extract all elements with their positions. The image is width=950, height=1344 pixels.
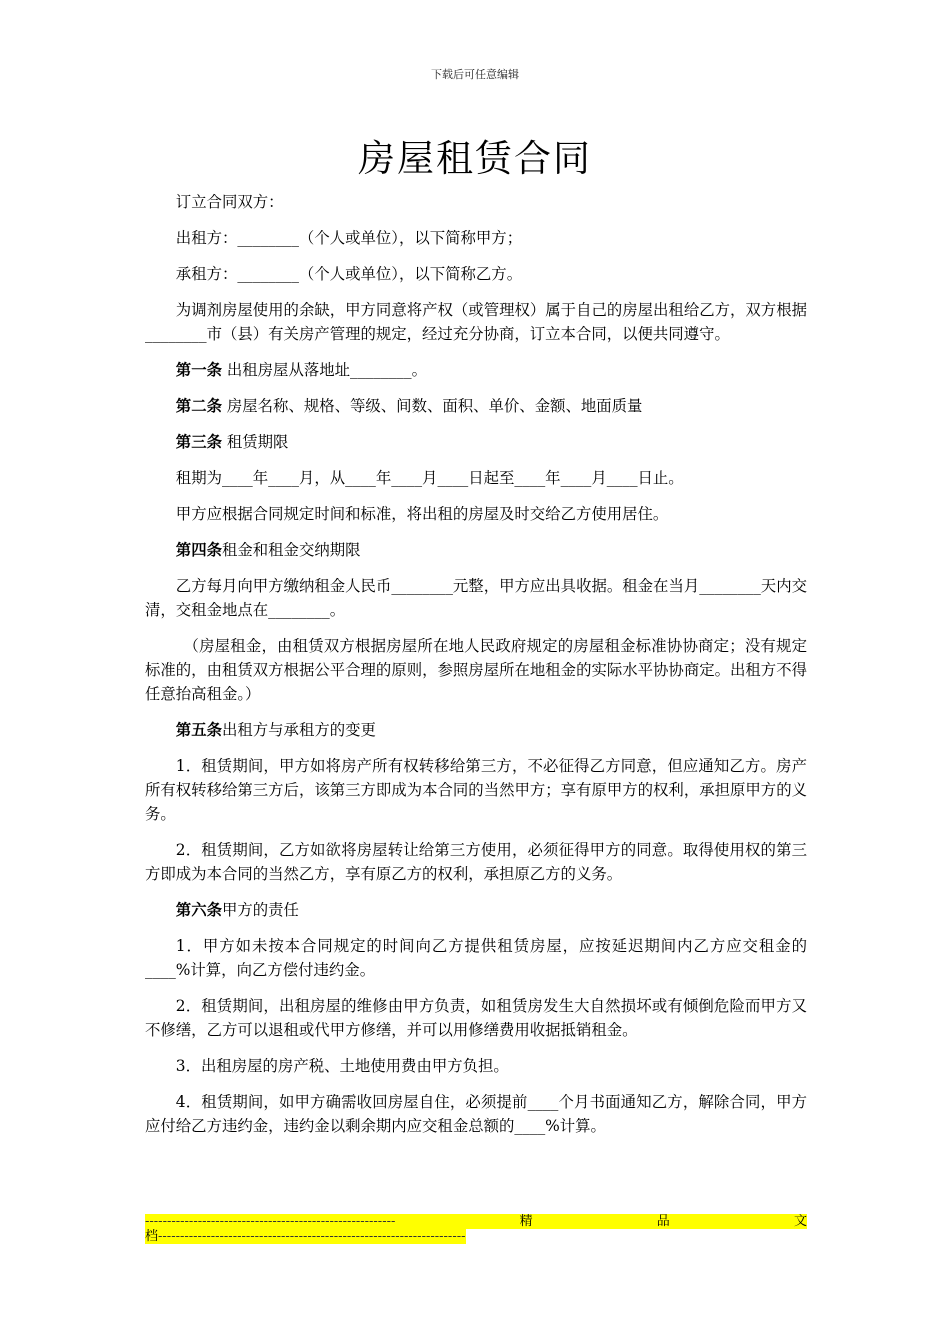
article-3 [145,430,807,454]
article-5-item-1: 1．租赁期间，甲方如将房产所有权转移给第三方，不必征得乙方同意，但应通知乙方。房产所有权转移给第三方后，该第三方即成为本合同的当然甲方；享有原甲方的权利，承担原甲方的义务。 [145,757,807,823]
contract-body [145,190,807,1150]
article-4-text: 租金和租金交纳期限 [221,541,361,559]
article-6-item-4: 4．租赁期间，如甲方确需收回房屋自住，必须提前____个月书面通知乙方，解除合同，甲方应付给乙方违约金，违约金以剩余期内应交租金总额的____%计算。 [145,1093,807,1135]
article-3-term: 租期为____年____月，从____年____月____日起至____年____月____日止。 [175,469,684,487]
article-5-text: 出租方与承租方的变更 [221,721,376,739]
footer-word-3: 文 [793,1214,807,1229]
article-3-label: 第三条 [175,433,222,451]
article-5-label: 第五条 [175,721,222,739]
article-4-note: （房屋租金，由租赁双方根据房屋所在地人民政府规定的房屋租金标准协协商定；没有规定标准的，由租赁双方根据公平合理的原则，参照房屋所在地租金的实际水平协协商定。出租方不得任意抬高租金。） [145,637,807,703]
footer-band-line-1 [145,1214,807,1229]
article-6 [145,898,807,922]
article-6-item-3: 3．出租房屋的房产税、土地使用费由甲方负担。 [175,1057,509,1075]
footer-watermark-band [145,1214,807,1248]
preamble: 为调剂房屋使用的余缺，甲方同意将产权（或管理权）属于自己的房屋出租给乙方，双方根据________市（县）有关房产管理的规定，经过充分协商，订立本合同，以便共同遵守。 [145,301,807,343]
article-1-label: 第一条 [175,361,222,379]
article-2-text: 房屋名称、规格、等级、间数、面积、单价、金额、地面质量 [221,397,643,415]
footer-word-4: 档 [145,1229,159,1244]
article-6-label: 第六条 [175,901,222,919]
lessor-line: 出租方：________（个人或单位），以下简称甲方； [175,229,523,247]
article-3-text: 租赁期限 [221,433,289,451]
article-1 [145,358,807,382]
article-6-item-1: 1．甲方如未按本合同规定的时间向乙方提供租赁房屋，应按延迟期间内乙方应交租金的____%计算，向乙方偿付违约金。 [145,937,807,979]
article-5-item-2: 2．租赁期间，乙方如欲将房屋转让给第三方使用，必须征得甲方的同意。取得使用权的第三方即成为本合同的当然乙方，享有原乙方的权利，承担原乙方的义务。 [145,841,807,883]
footer-word-1: 精 [519,1214,533,1229]
footer-word-2: 品 [656,1214,670,1229]
footer-dashes-right: ---------------------------------------------------------------------- [158,1229,466,1244]
article-4 [145,538,807,562]
article-3-delivery: 甲方应根据合同规定时间和标准，将出租的房屋及时交给乙方使用居住。 [175,505,669,523]
parties-intro: 订立合同双方： [175,193,284,211]
document-title: 房屋租赁合同 [358,137,592,180]
article-4-label: 第四条 [175,541,222,559]
article-2 [145,394,807,418]
article-6-item-2: 2．租赁期间，出租房屋的维修由甲方负责，如租赁房发生大自然损坏或有倾倒危险而甲方又不修缮，乙方可以退租或代甲方修缮，并可以用修缮费用收据抵销租金。 [145,997,807,1039]
footer-band-line-2 [145,1229,466,1244]
footer-dashes-left: --------------------------------------------------------- [145,1214,396,1229]
article-4-rent: 乙方每月向甲方缴纳租金人民币________元整，甲方应出具收据。租金在当月________天内交清，交租金地点在________。 [145,577,807,619]
article-6-text: 甲方的责任 [221,901,299,919]
lessee-line: 承租方：________（个人或单位），以下简称乙方。 [175,265,523,283]
article-5 [145,718,807,742]
header-note: 下载后可任意编辑 [431,68,519,81]
article-1-text: 出租房屋从落地址________。 [221,361,427,379]
article-2-label: 第二条 [175,397,222,415]
